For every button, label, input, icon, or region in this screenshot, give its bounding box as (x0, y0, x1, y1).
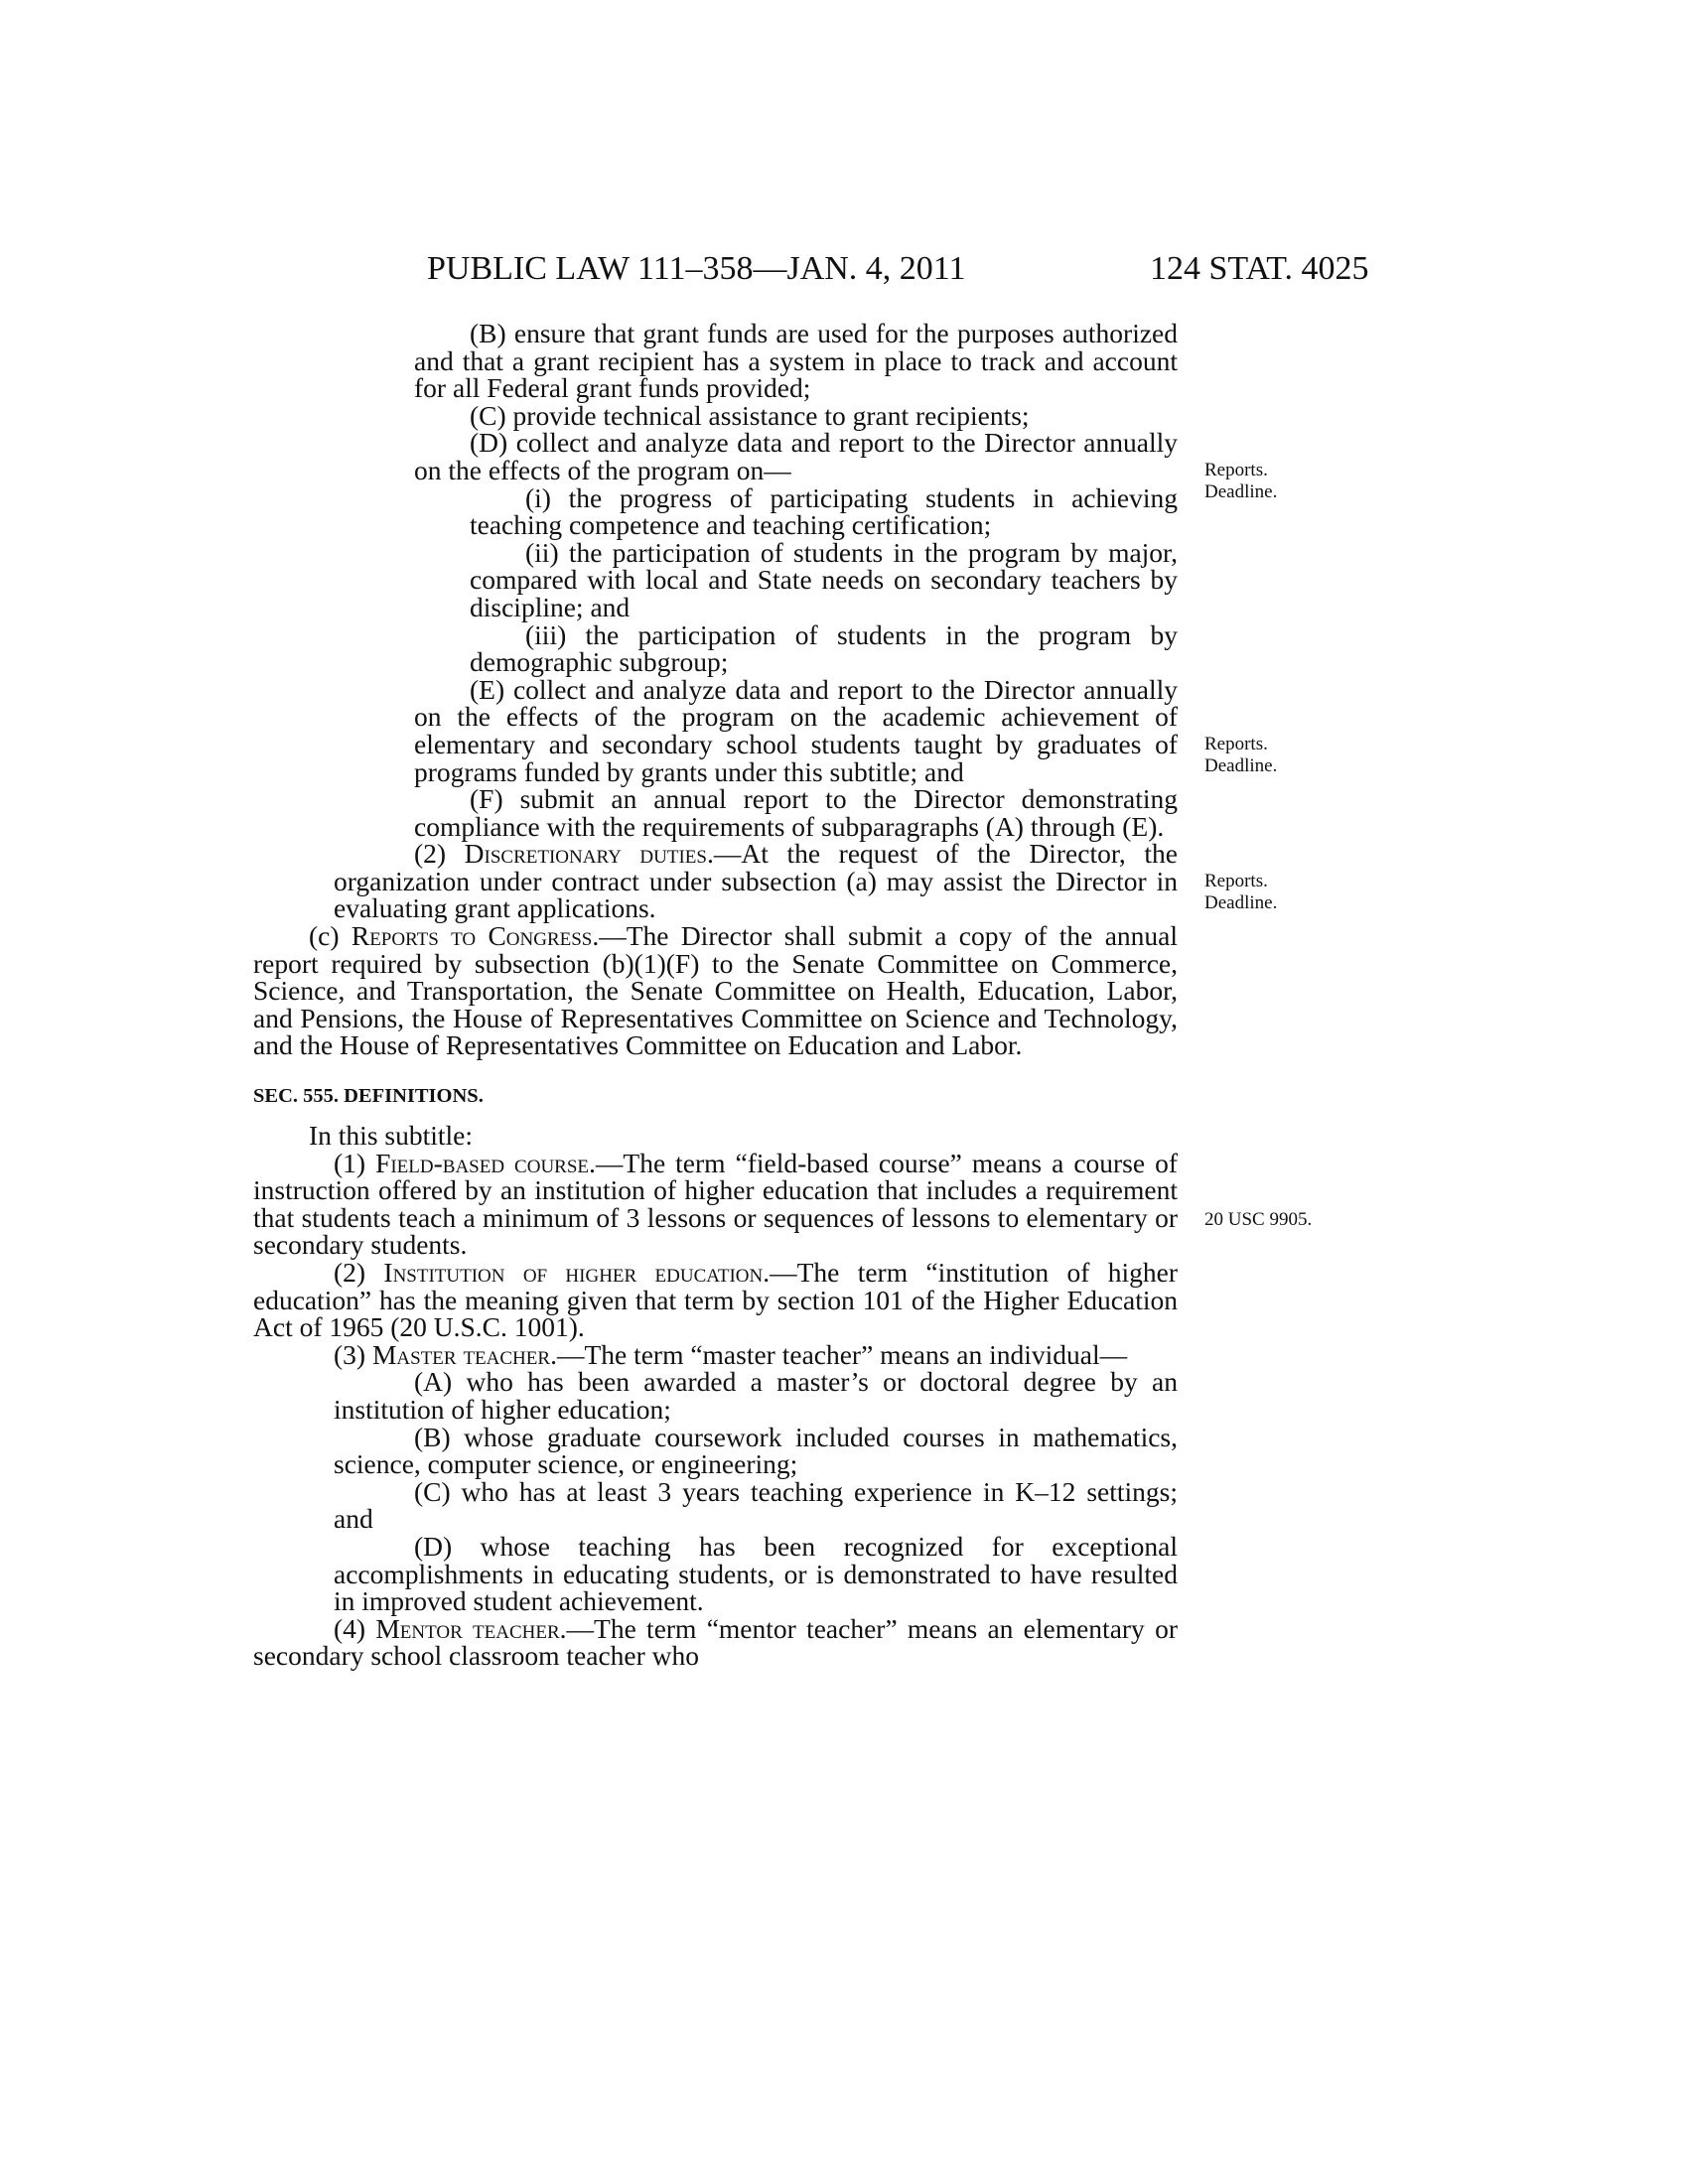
margin-note-reports-deadline-1 (1204, 460, 1277, 503)
margin-note-line: Deadline. (1204, 755, 1278, 776)
definition-3-master-teacher (253, 1338, 1178, 1370)
definition-1-field-based-course (253, 1147, 1178, 1261)
paragraph-number: (3) (334, 1338, 372, 1370)
paragraph-e: (E) collect and analyze data and report to the Director annually on the effects of the program on the academic achievement of elementary and secondary school students taught by graduates of programs funded by grants under this subtitle; and (414, 673, 1178, 787)
paragraph-text: .—The Director shall submit a copy of the annual report required by subsection (b)(1)(F) to the Senate Committee on Commerce, Science, and Transportation, the Senate Committee on Health, Education, Labor, and Pensions, the House of Representatives Committee on Science and Technology, and the House of Representatives Committee on Education and Labor. (253, 920, 1178, 1061)
paragraph-text: .—The term “institution of higher education” has the meaning given that term by section 101 of the Higher Education Act of 1965 (20 U.S.C. 1001). (253, 1257, 1178, 1343)
paragraph-heading: Master teacher (371, 1338, 551, 1370)
clause-d-ii: (ii) the participation of students in the program by major, compared with local and State needs on secondary teachers by discipline; and (470, 536, 1178, 622)
paragraph-text: .—At the request of the Director, the organization under contract under subsection (a) may assist the Director in evaluating grant applications. (334, 838, 1178, 924)
definition-4-mentor-teacher (253, 1612, 1178, 1672)
running-header-stat-page: 124 STAT. 4025 (1150, 250, 1369, 287)
paragraph-number: (4) (334, 1612, 376, 1644)
definition-3-a: (A) who has been awarded a master’s or doctoral degree by an institution of higher education; (334, 1366, 1178, 1425)
paragraph-heading: Institution of higher education (383, 1257, 764, 1288)
margin-note-usc-citation (1204, 1209, 1312, 1231)
paragraph-number: (2) (414, 838, 465, 870)
margin-note-reports-deadline-3 (1204, 871, 1277, 914)
definition-2-institution-of-higher-education (253, 1259, 1178, 1341)
paragraph-d: (D) collect and analyze data and report to the Director annually on the effects of the program on— (414, 427, 1178, 485)
paragraph-heading: Mentor teacher (375, 1612, 560, 1644)
definition-3-d: (D) whose teaching has been recognized for exceptional accomplishments in educating students, or is demonstrated to have resulted in improved student achievement. (334, 1530, 1178, 1617)
section-intro: In this subtitle: (309, 1120, 473, 1152)
margin-note-line: Deadline. (1204, 481, 1278, 502)
section-heading: SEC. 555. DEFINITIONS. (253, 1085, 484, 1108)
paragraph-f: (F) submit an annual report to the Director demonstrating compliance with the requirements of subparagraphs (A) through (E). (414, 783, 1178, 842)
paragraph-number: (1) (334, 1147, 376, 1178)
paragraph-heading: Discretionary duties (464, 838, 707, 870)
paragraph-text: .—The term “field-based course” means a course of instruction offered by an institution of higher education that includes a requirement that students teach a minimum of 3 lessons or sequences of lessons to elementary or secondary students. (253, 1147, 1178, 1261)
paragraph-text: .—The term “mentor teacher” means an elementary or secondary school classroom teacher who (253, 1612, 1178, 1672)
clause-d-iii: (iii) the participation of students in the program by demographic subgroup; (470, 618, 1178, 678)
running-header-title: PUBLIC LAW 111–358—JAN. 4, 2011 (427, 250, 966, 287)
subsection-c-reports-to-congress (253, 922, 1178, 1059)
body-text (253, 318, 1178, 1672)
margin-note-line: Reports. (1204, 871, 1268, 891)
paragraph-text: .—The term “master teacher” means an individual— (550, 1338, 1128, 1370)
definition-3-c: (C) who has at least 3 years teaching experience in K–12 settings; and (334, 1475, 1178, 1535)
definition-3-b: (B) whose graduate coursework included courses in mathematics, science, computer science, or engineering; (334, 1421, 1178, 1480)
paragraph-heading: Field-based course (375, 1147, 590, 1178)
paragraph-2-discretionary-duties (334, 840, 1178, 922)
paragraph-number: (2) (334, 1257, 384, 1288)
margin-note-line: Reports. (1204, 460, 1268, 480)
paragraph-number: (c) (309, 920, 352, 952)
paragraph-b: (B) ensure that grant funds are used for the purposes authorized and that a grant recipient has a system in place to track and account for all Federal grant funds provided; (414, 318, 1178, 404)
margin-note-line: 20 USC 9905. (1204, 1209, 1313, 1230)
margin-note-line: Reports. (1204, 734, 1268, 754)
clause-d-i: (i) the progress of participating students in achieving teaching competence and teaching certification; (470, 481, 1178, 541)
paragraph-heading: Reports to Congress (351, 920, 593, 952)
paragraph-c: (C) provide technical assistance to grant recipients; (470, 399, 1030, 431)
margin-note-line: Deadline. (1204, 892, 1278, 913)
margin-note-reports-deadline-2 (1204, 734, 1277, 777)
